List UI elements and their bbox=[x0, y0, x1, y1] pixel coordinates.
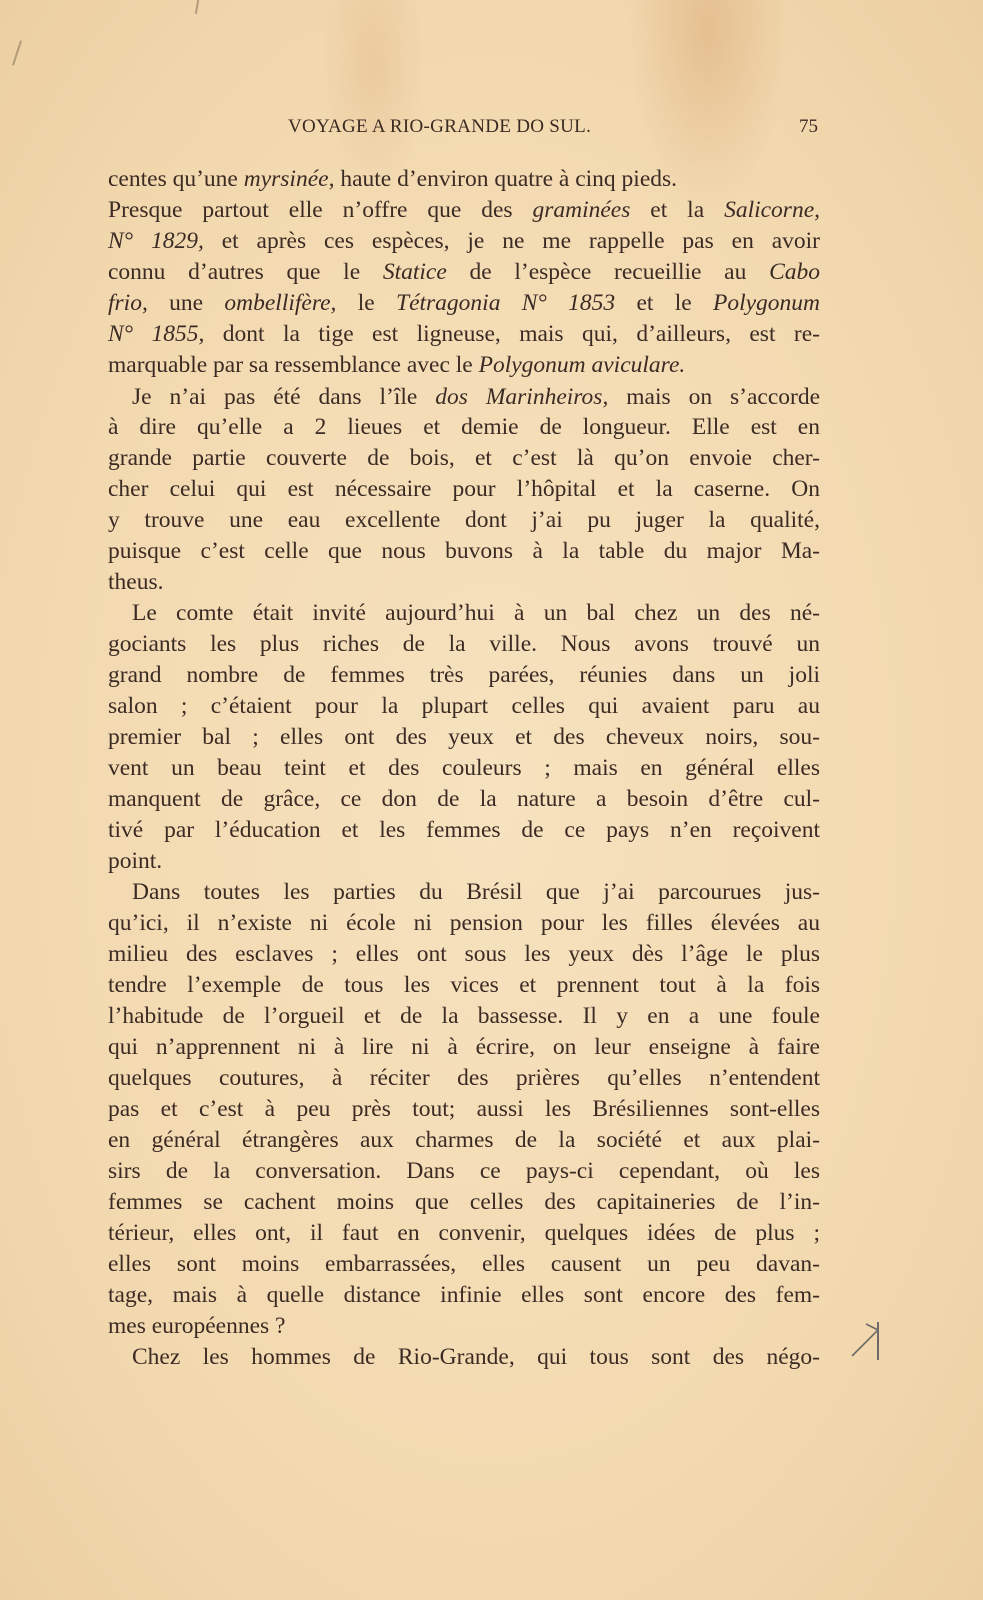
text-line bbox=[108, 660, 820, 691]
italic-term: N° 1855, bbox=[108, 321, 205, 347]
text-run: salon ; c’étaient pour la plupart celles qui avaient paru au bbox=[108, 693, 820, 719]
text-run: grande partie couverte de bois, et c’est là qu’on envoie cher- bbox=[108, 445, 820, 471]
text-run: le bbox=[336, 290, 396, 316]
text-line bbox=[108, 970, 820, 1001]
text-run: qu’ici, il n’existe ni école ni pension pour les filles élevées au bbox=[108, 910, 820, 936]
text-run: Le comte était invité aujourd’hui à un bal chez un des né- bbox=[132, 600, 820, 626]
text-run: femmes se cachent moins que celles des capitaineries de l’in- bbox=[108, 1189, 820, 1215]
text-run: vent un beau teint et des couleurs ; mais en général elles bbox=[108, 755, 820, 781]
text-line bbox=[108, 877, 820, 908]
text-run: qui n’apprennent ni à lire ni à écrire, on leur enseigne à faire bbox=[108, 1034, 820, 1060]
text-line bbox=[108, 1032, 820, 1063]
text-run: térieur, elles ont, il faut en convenir, quelques idées de plus ; bbox=[108, 1220, 820, 1246]
text-run: haute d’environ quatre à cinq pieds. bbox=[334, 166, 678, 192]
text-run: gociants les plus riches de la ville. Nous avons trouvé un bbox=[108, 631, 820, 657]
text-run: tage, mais à quelle distance infinie elles sont encore des fem- bbox=[108, 1282, 820, 1308]
italic-term: frio, bbox=[108, 290, 148, 316]
text-line bbox=[108, 164, 820, 195]
text-line bbox=[108, 195, 820, 226]
text-run: manquent de grâce, ce don de la nature a besoin d’être cul- bbox=[108, 786, 820, 812]
page-number: 75 bbox=[799, 116, 818, 137]
text-line bbox=[108, 722, 820, 753]
text-line bbox=[108, 288, 820, 319]
text-run: dont la tige est ligneuse, mais qui, d’ailleurs, est re- bbox=[204, 321, 820, 347]
text-line bbox=[108, 1156, 820, 1187]
text-run: l’habitude de l’orgueil et de la bassesse. Il y en a une foule bbox=[108, 1003, 820, 1029]
text-line bbox=[108, 226, 820, 257]
text-line bbox=[108, 505, 820, 536]
italic-term: Polygonum bbox=[712, 290, 821, 316]
text-run: grand nombre de femmes très parées, réunies dans un joli bbox=[108, 662, 820, 688]
text-line bbox=[108, 1187, 820, 1218]
text-run: theus. bbox=[108, 569, 164, 595]
text-run: point. bbox=[108, 848, 163, 874]
text-line bbox=[108, 350, 820, 381]
text-line bbox=[108, 629, 820, 660]
text-run: puisque c’est celle que nous buvons à la table du major Ma- bbox=[108, 538, 820, 564]
text-run: quelques coutures, à réciter des prières qu’elles n’entendent bbox=[108, 1065, 820, 1091]
running-head bbox=[0, 116, 983, 144]
text-line bbox=[108, 784, 820, 815]
text-line bbox=[108, 412, 820, 443]
text-line bbox=[108, 1125, 820, 1156]
text-run: mes européennes ? bbox=[108, 1313, 286, 1339]
text-line bbox=[108, 257, 820, 288]
italic-term: Polygonum aviculare. bbox=[478, 352, 686, 378]
pencil-arrow-mark-icon bbox=[848, 1318, 882, 1364]
italic-term: ombellifère, bbox=[224, 290, 337, 316]
text-line bbox=[108, 1063, 820, 1094]
text-line bbox=[108, 1311, 820, 1342]
italic-term: N° 1829, bbox=[108, 228, 204, 254]
text-line bbox=[108, 691, 820, 722]
text-line bbox=[108, 1280, 820, 1311]
text-line bbox=[108, 382, 820, 413]
text-run: de l’espèce recueillie au bbox=[446, 259, 770, 285]
text-run: y trouve une eau excellente dont j’ai pu juger la qualité, bbox=[108, 507, 820, 533]
text-line bbox=[108, 319, 820, 350]
text-run: mais on s’accorde bbox=[608, 384, 821, 410]
text-run: milieu des esclaves ; elles ont sous les yeux dès l’âge le plus bbox=[108, 941, 820, 967]
text-line bbox=[108, 753, 820, 784]
italic-term: myrsinée, bbox=[243, 166, 335, 192]
text-line bbox=[108, 939, 820, 970]
running-title: VOYAGE A RIO-GRANDE DO SUL. bbox=[288, 116, 592, 137]
text-run: marquable par sa ressemblance avec le bbox=[108, 352, 479, 378]
text-run: Je n’ai pas été dans l’île bbox=[132, 384, 436, 410]
text-line bbox=[108, 1218, 820, 1249]
italic-term: Cabo bbox=[769, 259, 820, 285]
text-run: et après ces espèces, je ne me rappelle pas en avoir bbox=[203, 228, 820, 254]
text-line bbox=[108, 908, 820, 939]
text-line bbox=[108, 846, 820, 877]
text-run: cher celui qui est nécessaire pour l’hôpital et la caserne. On bbox=[108, 476, 820, 502]
text-run: premier bal ; elles ont des yeux et des cheveux noirs, sou- bbox=[108, 724, 820, 750]
text-run: centes qu’une bbox=[108, 166, 244, 192]
text-line bbox=[108, 598, 820, 629]
text-run: Chez les hommes de Rio-Grande, qui tous sont des négo- bbox=[132, 1344, 820, 1370]
text-line bbox=[108, 1342, 820, 1373]
text-run: tivé par l’éducation et les femmes de ce pays n’en reçoivent bbox=[108, 817, 820, 843]
italic-term: graminées bbox=[532, 197, 631, 223]
paper-blemish bbox=[195, 0, 199, 14]
text-run: et la bbox=[630, 197, 725, 223]
text-run: connu d’autres que le bbox=[108, 259, 383, 285]
text-run: tendre l’exemple de tous les vices et prennent tout à la fois bbox=[108, 972, 820, 998]
italic-term: Tétragonia N° 1853 bbox=[396, 290, 616, 316]
text-line bbox=[108, 474, 820, 505]
text-run: et le bbox=[615, 290, 713, 316]
text-run: une bbox=[147, 290, 225, 316]
italic-term: Salicorne, bbox=[724, 197, 821, 223]
text-line bbox=[108, 1249, 820, 1280]
text-run: elles sont moins embarrassées, elles causent un peu davan- bbox=[108, 1251, 820, 1277]
italic-term: Statice bbox=[382, 259, 447, 285]
text-line bbox=[108, 567, 820, 598]
text-run: à dire qu’elle a 2 lieues et demie de longueur. Elle est en bbox=[108, 414, 820, 440]
text-line bbox=[108, 1001, 820, 1032]
text-line bbox=[108, 1094, 820, 1125]
text-run: Dans toutes les parties du Brésil que j’ai parcourues jus- bbox=[132, 879, 820, 905]
text-run: sirs de la conversation. Dans ce pays-ci cependant, où les bbox=[108, 1158, 820, 1184]
text-run: pas et c’est à peu près tout; aussi les Brésiliennes sont-elles bbox=[108, 1096, 820, 1122]
text-line bbox=[108, 815, 820, 846]
text-line bbox=[108, 536, 820, 567]
paper-blemish bbox=[12, 40, 22, 65]
text-run: en général étrangères aux charmes de la société et aux plai- bbox=[108, 1127, 820, 1153]
text-line bbox=[108, 443, 820, 474]
text-run: Presque partout elle n’offre que des bbox=[108, 197, 533, 223]
italic-term: dos Marinheiros, bbox=[435, 384, 609, 410]
